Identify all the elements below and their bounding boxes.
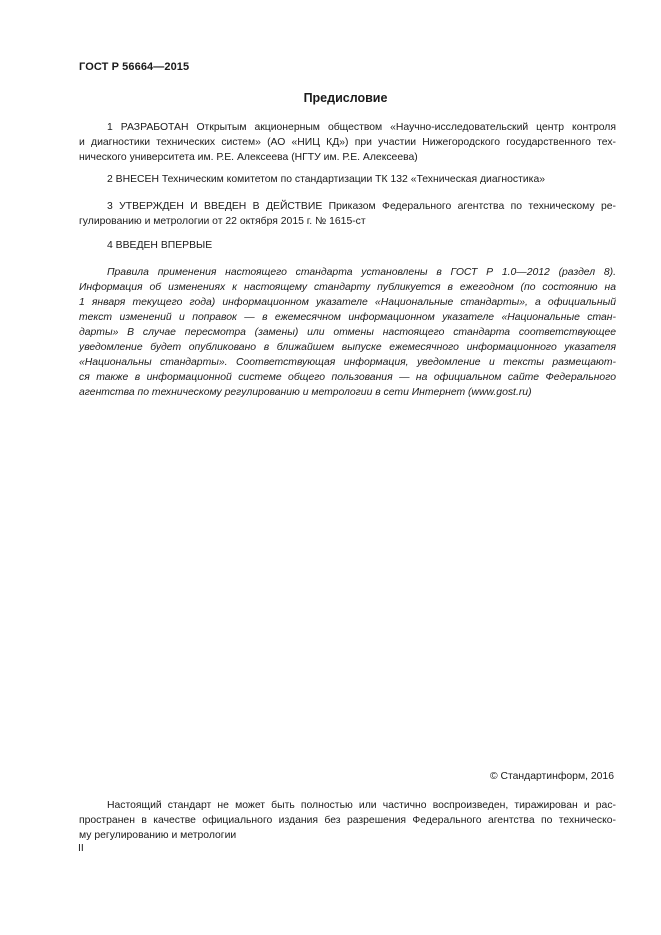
text-line: пространен в качестве официального издания без разрешения Федерального агентства по техническо- — [79, 815, 616, 826]
text-line: и диагностики технических систем» (АО «НИЦ КД») при участии Нижегородского государственного тех- — [79, 137, 616, 148]
text-line: «Национальны стандарты». Соответствующая информация, уведомление и тексты размещают- — [79, 357, 616, 368]
page-title: Предисловие — [303, 91, 388, 105]
text-line: му регулированию и метрологии — [79, 830, 237, 841]
document-header-id: ГОСТ Р 56664—2015 — [79, 61, 190, 73]
page-number: II — [78, 843, 84, 854]
text-line: ся также в информационной системе общего пользования — на официальном сайте Федерального — [79, 372, 616, 383]
text-line: уведомление будет опубликовано в ближайшем выпуске ежемесячного информационного указателя — [79, 342, 616, 353]
text-line: текст изменений и поправок — в ежемесячном информационном указателе «Национальные стан- — [79, 312, 616, 323]
text-line: 1 января текущего года) информационном указателе «Национальные стандарты», а официальный — [79, 297, 616, 308]
text-line: нического университета им. Р.Е. Алексеева (НГТУ им. Р.Е. Алексеева) — [79, 152, 418, 163]
rules-note — [79, 265, 616, 400]
text-line: Настоящий стандарт не может быть полностью или частично воспроизведен, тиражирован и рас- — [107, 800, 616, 811]
text-line: Правила применения настоящего стандарта установлены в ГОСТ Р 1.0—2012 (раздел 8). — [107, 267, 616, 278]
foreword-item-4 — [79, 238, 616, 253]
foreword-item-3 — [79, 199, 616, 229]
foreword-item-2 — [79, 172, 616, 187]
text-line: 1 РАЗРАБОТАН Открытым акционерным обществом «Научно-исследовательский центр контроля — [107, 122, 616, 133]
foreword-item-1 — [79, 120, 616, 165]
text-line: Информация об изменениях к настоящему стандарту публикуется в ежегодном (по состоянию на — [79, 282, 616, 293]
text-line: 3 УТВЕРЖДЕН И ВВЕДЕН В ДЕЙСТВИЕ Приказом Федерального агентства по техническому ре- — [107, 201, 616, 212]
text-line: 4 ВВЕДЕН ВПЕРВЫЕ — [107, 240, 213, 251]
text-line: 2 ВНЕСЕН Техническим комитетом по стандартизации ТК 132 «Техническая диагностика» — [107, 174, 546, 185]
copyright-notice: © Стандартинформ, 2016 — [489, 771, 614, 782]
text-line: гулированию и метрологии от 22 октября 2015 г. № 1615-ст — [79, 216, 366, 227]
text-line: дарты» В случае пересмотра (замены) или отмены настоящего стандарта соответствующее — [79, 327, 616, 338]
reproduction-notice — [79, 798, 616, 843]
text-line: агентства по техническому регулированию и метрологии в сети Интернет (www.gost.ru) — [79, 387, 532, 398]
